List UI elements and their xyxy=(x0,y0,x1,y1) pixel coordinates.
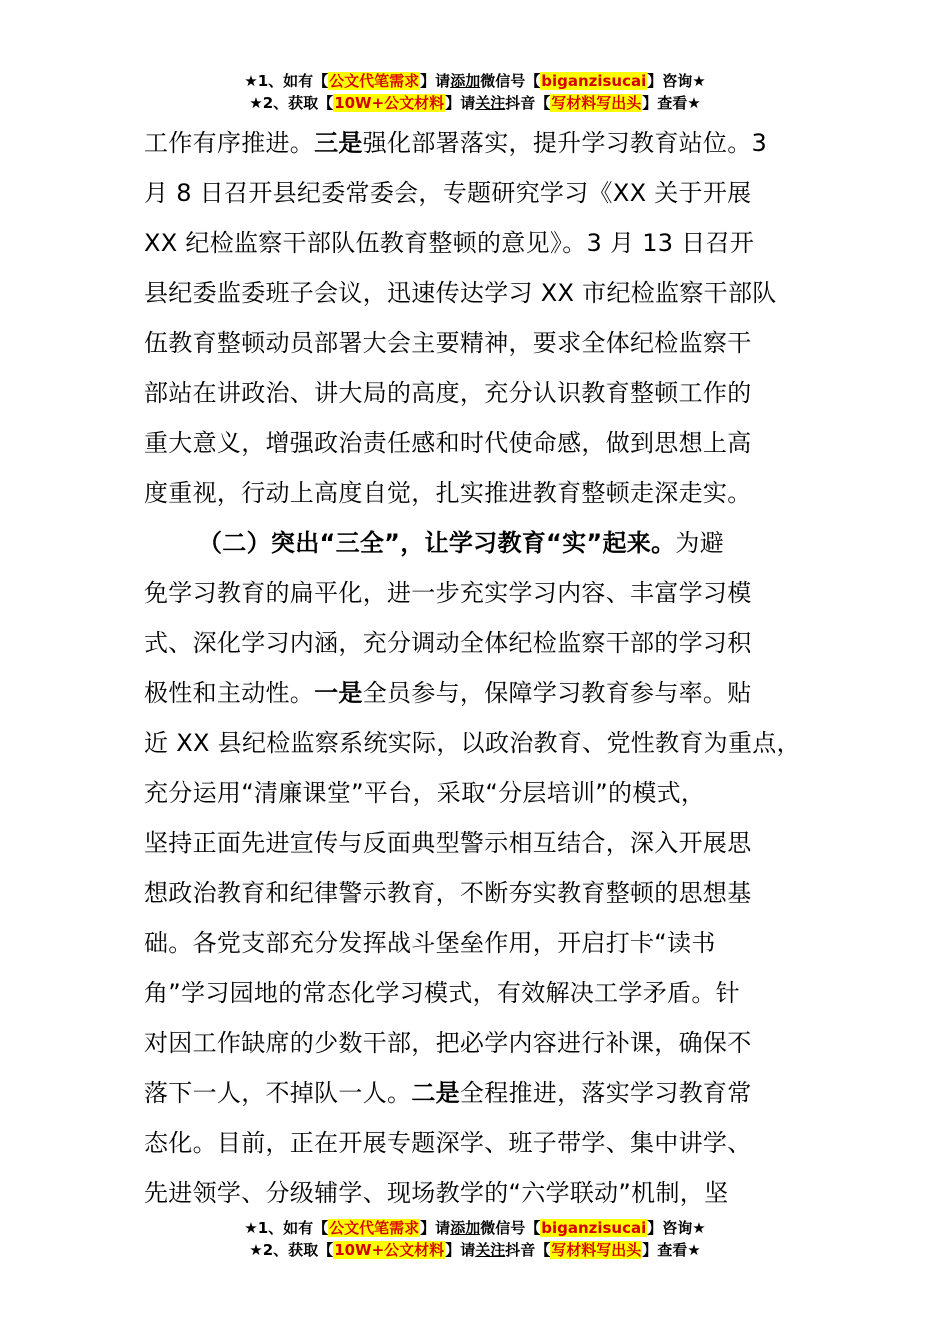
banner-text: 抖音【 xyxy=(505,94,551,112)
banner-underlined-text: 关注 xyxy=(475,94,506,112)
banner-text: 】请 xyxy=(445,1241,476,1259)
text-line: 础。各党支部充分发挥战斗堡垒作用，开启打卡“读书 xyxy=(144,929,716,957)
banner-text: 】请 xyxy=(445,94,476,112)
text-line xyxy=(144,118,834,168)
banner-text: 抖音【 xyxy=(505,1241,551,1259)
section-heading-line xyxy=(144,518,834,568)
banner-text: ★1、如有【 xyxy=(244,72,329,90)
text-line: 度重视，行动上高度自觉，扎实推进教育整顿走深走实。 xyxy=(144,479,752,507)
text-run: 为避 xyxy=(675,529,725,557)
document-body xyxy=(144,118,834,1218)
banner-line-1 xyxy=(0,70,950,92)
banner-highlight: 10W+公文材料 xyxy=(334,1241,445,1259)
banner-line-1 xyxy=(0,1217,950,1239)
text-run: 极性和主动性。 xyxy=(144,679,315,707)
footer-banner xyxy=(0,1217,950,1261)
banner-text: 】请 xyxy=(420,1219,451,1237)
banner-text: 】查看★ xyxy=(642,94,701,112)
bold-run: 三是 xyxy=(314,129,363,157)
banner-highlight: 公文代笔需求 xyxy=(329,1219,420,1237)
text-run: 强化部署落实，提升学习教育站位。3 xyxy=(362,129,768,157)
banner-text: ★1、如有【 xyxy=(244,1219,329,1237)
text-line: 免学习教育的扁平化，进一步充实学习内容、丰富学习模 xyxy=(144,579,752,607)
text-line: 坚持正面先进宣传与反面典型警示相互结合，深入开展思 xyxy=(144,829,752,857)
text-line: 县纪委监委班子会议，迅速传达学习 XX 市纪检监察干部队 xyxy=(144,279,777,307)
banner-text: ★2、获取【 xyxy=(249,94,334,112)
text-line: 先进领学、分级辅学、现场教学的“六学联动”机制，坚 xyxy=(144,1179,729,1207)
banner-highlight: biganzisucai xyxy=(541,72,647,90)
bold-run: 一是 xyxy=(314,679,363,707)
text-line: 对因工作缺席的少数干部，把必学内容进行补课，确保不 xyxy=(144,1029,752,1057)
banner-highlight: 公文代笔需求 xyxy=(329,72,420,90)
text-line: 想政治教育和纪律警示教育，不断夯实教育整顿的思想基 xyxy=(144,879,752,907)
section-heading: （二）突出“三全”，让学习教育“实”起来。 xyxy=(198,529,676,557)
banner-text: 微信号【 xyxy=(480,1219,541,1237)
banner-text: 】查看★ xyxy=(642,1241,701,1259)
banner-text: 微信号【 xyxy=(480,72,541,90)
banner-underlined-text: 添加 xyxy=(450,72,481,90)
text-run: 全程推进，落实学习教育常 xyxy=(459,1079,752,1107)
banner-text: 】请 xyxy=(420,72,451,90)
header-banner xyxy=(0,70,950,114)
text-line: 近 XX 县纪检监察系统实际，以政治教育、党性教育为重点， xyxy=(144,729,801,757)
banner-line-2 xyxy=(0,92,950,114)
banner-text: 】咨询★ xyxy=(647,1219,706,1237)
text-line: 月 8 日召开县纪委常委会，专题研究学习《XX 关于开展 xyxy=(144,179,752,207)
banner-text: 】咨询★ xyxy=(647,72,706,90)
text-line: 重大意义，增强政治责任感和时代使命感，做到思想上高 xyxy=(144,429,752,457)
text-line: 部站在讲政治、讲大局的高度，充分认识教育整顿工作的 xyxy=(144,379,752,407)
text-line: XX 纪检监察干部队伍教育整顿的意见》。3 月 13 日召开 xyxy=(144,229,755,257)
banner-highlight: biganzisucai xyxy=(541,1219,647,1237)
banner-underlined-text: 关注 xyxy=(475,1241,506,1259)
banner-highlight: 10W+公文材料 xyxy=(334,94,445,112)
text-run: 工作有序推进。 xyxy=(144,129,315,157)
banner-text: ★2、获取【 xyxy=(249,1241,334,1259)
text-line xyxy=(144,668,834,718)
text-line xyxy=(144,1068,834,1118)
text-line: 态化。目前，正在开展专题深学、班子带学、集中讲学、 xyxy=(144,1129,752,1157)
text-line: 角”学习园地的常态化学习模式，有效解决工学矛盾。针 xyxy=(144,979,740,1007)
banner-highlight: 写材料写出头 xyxy=(551,94,642,112)
banner-line-2 xyxy=(0,1239,950,1261)
text-run: 全员参与，保障学习教育参与率。贴 xyxy=(362,679,752,707)
bold-run: 二是 xyxy=(411,1079,460,1107)
banner-highlight: 写材料写出头 xyxy=(551,1241,642,1259)
text-line: 充分运用“清廉课堂”平台，采取“分层培训”的模式， xyxy=(144,779,706,807)
text-line: 伍教育整顿动员部署大会主要精神，要求全体纪检监察干 xyxy=(144,329,752,357)
text-line: 式、深化学习内涵，充分调动全体纪检监察干部的学习积 xyxy=(144,629,752,657)
banner-underlined-text: 添加 xyxy=(450,1219,481,1237)
text-run: 落下一人，不掉队一人。 xyxy=(144,1079,412,1107)
